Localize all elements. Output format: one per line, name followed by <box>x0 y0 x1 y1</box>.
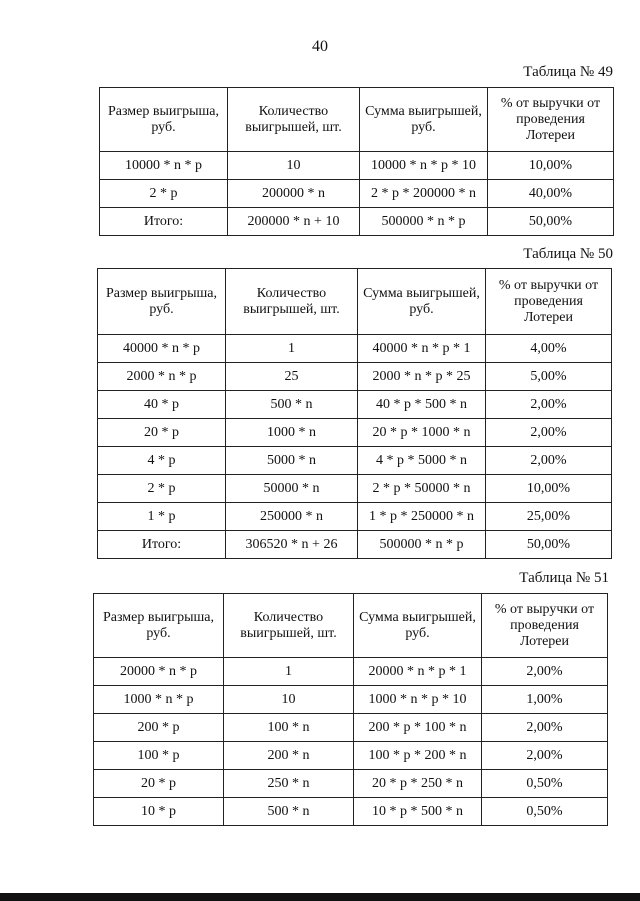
cell: 10000 * n * p * 10 <box>360 152 488 180</box>
cell: 1000 * n <box>226 419 358 447</box>
table-row <box>94 742 608 770</box>
header-revenue-percent: % от выручки от проведения Лотереи <box>488 88 614 152</box>
cell: 2,00% <box>482 714 608 742</box>
cell: 40000 * n * p <box>98 335 226 363</box>
table-49 <box>99 87 614 236</box>
cell: 200000 * n <box>228 180 360 208</box>
cell: 500000 * n * p <box>360 208 488 236</box>
header-prize-count: Количество выигрышей, шт. <box>226 269 358 335</box>
cell: 5,00% <box>486 363 612 391</box>
cell: 2,00% <box>486 419 612 447</box>
cell: 2,00% <box>486 447 612 475</box>
cell: 20 * p <box>98 419 226 447</box>
table-caption-49: Таблица № 49 <box>523 64 613 80</box>
cell: 100 * p <box>94 742 224 770</box>
header-prize-count: Количество выигрышей, шт. <box>224 594 354 658</box>
cell: Итого: <box>98 531 226 559</box>
cell: 306520 * n + 26 <box>226 531 358 559</box>
cell: 25 <box>226 363 358 391</box>
cell: 2,00% <box>482 742 608 770</box>
header-prize-size: Размер выигрыша, руб. <box>94 594 224 658</box>
cell: 0,50% <box>482 798 608 826</box>
table-row <box>98 475 612 503</box>
table-row <box>100 152 614 180</box>
table-row-total <box>98 531 612 559</box>
cell: 2,00% <box>486 391 612 419</box>
cell: 40 * p <box>98 391 226 419</box>
table-row-total <box>100 208 614 236</box>
table-50 <box>97 268 612 559</box>
cell: 0,50% <box>482 770 608 798</box>
cell: 1 <box>224 658 354 686</box>
cell: 20000 * n * p * 1 <box>354 658 482 686</box>
cell: 2000 * n * p * 25 <box>358 363 486 391</box>
table-row <box>98 335 612 363</box>
table-caption-50: Таблица № 50 <box>523 246 613 262</box>
table-row <box>98 503 612 531</box>
cell: 250 * n <box>224 770 354 798</box>
cell: 10 * p <box>94 798 224 826</box>
cell: 1 * p * 250000 * n <box>358 503 486 531</box>
cell: 500000 * n * p <box>358 531 486 559</box>
header-prize-size: Размер выигрыша, руб. <box>100 88 228 152</box>
header-prize-sum: Сумма выигрышей, руб. <box>358 269 486 335</box>
table-row <box>94 770 608 798</box>
cell: 2 * p <box>100 180 228 208</box>
cell: 40,00% <box>488 180 614 208</box>
header-prize-sum: Сумма выигрышей, руб. <box>360 88 488 152</box>
page-number: 40 <box>312 38 328 55</box>
cell: 50,00% <box>488 208 614 236</box>
table-51 <box>93 593 608 826</box>
cell: 1000 * n * p * 10 <box>354 686 482 714</box>
table-row <box>100 180 614 208</box>
cell: 500 * n <box>224 798 354 826</box>
cell: 10 <box>228 152 360 180</box>
cell: 40000 * n * p * 1 <box>358 335 486 363</box>
table-row <box>94 714 608 742</box>
scan-bottom-edge <box>0 893 640 901</box>
table-row <box>98 363 612 391</box>
cell: 4 * p <box>98 447 226 475</box>
cell: 250000 * n <box>226 503 358 531</box>
header-prize-count: Количество выигрышей, шт. <box>228 88 360 152</box>
cell: 10,00% <box>486 475 612 503</box>
table-row <box>94 658 608 686</box>
header-prize-size: Размер выигрыша, руб. <box>98 269 226 335</box>
header-revenue-percent: % от выручки от проведения Лотереи <box>486 269 612 335</box>
cell: 200000 * n + 10 <box>228 208 360 236</box>
cell: 1000 * n * p <box>94 686 224 714</box>
cell: 20 * p * 250 * n <box>354 770 482 798</box>
cell: 20 * p <box>94 770 224 798</box>
cell: 1,00% <box>482 686 608 714</box>
table-header-row <box>100 88 614 152</box>
table-header-row <box>94 594 608 658</box>
table-row <box>98 419 612 447</box>
cell: 10 <box>224 686 354 714</box>
cell: 10 * p * 500 * n <box>354 798 482 826</box>
cell: 4 * p * 5000 * n <box>358 447 486 475</box>
cell: 20 * p * 1000 * n <box>358 419 486 447</box>
cell: 100 * n <box>224 714 354 742</box>
cell: 10,00% <box>488 152 614 180</box>
cell: 4,00% <box>486 335 612 363</box>
cell: 25,00% <box>486 503 612 531</box>
cell: 50,00% <box>486 531 612 559</box>
cell: 50000 * n <box>226 475 358 503</box>
cell: 500 * n <box>226 391 358 419</box>
cell: 5000 * n <box>226 447 358 475</box>
cell: 20000 * n * p <box>94 658 224 686</box>
cell: 100 * p * 200 * n <box>354 742 482 770</box>
cell: 2 * p <box>98 475 226 503</box>
cell: 200 * p * 100 * n <box>354 714 482 742</box>
table-header-row <box>98 269 612 335</box>
header-revenue-percent: % от выручки от проведения Лотереи <box>482 594 608 658</box>
cell: 200 * n <box>224 742 354 770</box>
table-row <box>94 686 608 714</box>
cell: 10000 * n * p <box>100 152 228 180</box>
table-row <box>98 447 612 475</box>
cell: 1 * p <box>98 503 226 531</box>
cell: 200 * p <box>94 714 224 742</box>
cell: Итого: <box>100 208 228 236</box>
cell: 1 <box>226 335 358 363</box>
cell: 2 * p * 200000 * n <box>360 180 488 208</box>
cell: 2,00% <box>482 658 608 686</box>
table-row <box>98 391 612 419</box>
cell: 2 * p * 50000 * n <box>358 475 486 503</box>
cell: 40 * p * 500 * n <box>358 391 486 419</box>
table-row <box>94 798 608 826</box>
table-caption-51: Таблица № 51 <box>519 570 609 586</box>
cell: 2000 * n * p <box>98 363 226 391</box>
header-prize-sum: Сумма выигрышей, руб. <box>354 594 482 658</box>
